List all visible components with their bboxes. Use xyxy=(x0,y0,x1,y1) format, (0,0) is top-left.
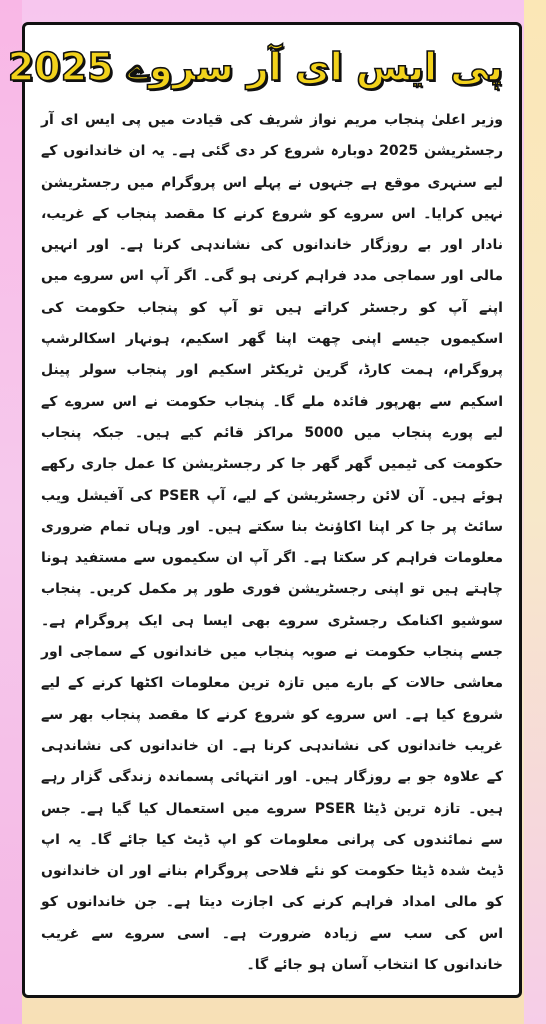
article-card xyxy=(7,22,522,998)
right-gradient-border xyxy=(524,0,546,1024)
article-title: پی ایس ای آر سروے 2025 xyxy=(7,45,503,89)
article-body: وزیر اعلیٰ پنجاب مریم نواز شریف کی قیادت میں پی ایس ای آر رجسٹریشن 2025 دوبارہ شروع کر دی گئی ہے۔ یہ ان خاندانوں کے لیے سنہری موقع ہے جنہوں نے پہلے اس پروگرام میں رجسٹریشن نہیں کرایا۔ اس سروے کو شروع کرنے کا مقصد پنجاب کے غریب، نادار اور بے روزگار خاندانوں کی نشاندہی کرنا ہے۔ اور انہیں مالی اور سماجی مدد فراہم کرنی ہو گی۔ اگر آپ اس سروے میں اپنے آپ کو رجسٹر کراتے ہیں تو آپ کو پنجاب حکومت کی اسکیموں جیسے اپنی چھت اپنا گھر اسکیم، ہونہار اسکالرشپ پروگرام، ہمت کارڈ، گرین ٹریکٹر اسکیم اور پنجاب سولر پینل اسکیم سے بھرپور فائدہ ملے گا۔ پنجاب حکومت نے اس سروے کے لیے پورے پنجاب میں 5000 مراکز قائم کیے ہیں۔ جبکہ پنجاب حکومت کی ٹیمیں گھر گھر جا کر رجسٹریشن کا عمل جاری رکھے ہوئے ہیں۔ آن لائن رجسٹریشن کے لیے، آپ PSER کی آفیشل ویب سائٹ پر جا کر اپنا اکاؤنٹ بنا سکتے ہیں۔ اور وہاں تمام ضروری معلومات فراہم کر سکتا ہے۔ اگر آپ ان سکیموں سے مستفید ہونا چاہتے ہیں تو اپنی رجسٹریشن فوری طور پر مکمل کریں۔ پنجاب سوشیو اکنامک رجسٹری سروے بھی ایسا ہی ایک پروگرام ہے۔ جسے پنجاب حکومت نے صوبہ پنجاب میں خاندانوں کے سماجی اور معاشی حالات کے بارے میں تازہ ترین معلومات اکٹھا کرنے کے لیے شروع کیا ہے۔ اس سروے کو شروع کرنے کا مقصد پنجاب بھر سے غریب خاندانوں کی نشاندہی کرنا ہے۔ ان خاندانوں کی نشاندہی کے علاوہ جو بے روزگار ہیں۔ اور انتہائی پسماندہ زندگی گزار رہے ہیں۔ تازہ ترین ڈیٹا PSER سروے میں استعمال کیا گیا ہے۔ جس سے نمائندوں کی پرانی معلومات کو اپ ڈیٹ کیا جائے گا۔ یہ اپ ڈیٹ شدہ ڈیٹا حکومت کو نئے فلاحی پروگرام بنانے اور ان خاندانوں کو مالی امداد فراہم کرنے کی اجازت دیتا ہے۔ جن خاندانوں کو اس کی سب سے زیادہ ضرورت ہے۔ اسی سروے سے غریب خاندانوں کا انتخاب آسان ہو جائے گا۔ xyxy=(41,112,504,974)
left-gradient-border xyxy=(0,0,22,1024)
